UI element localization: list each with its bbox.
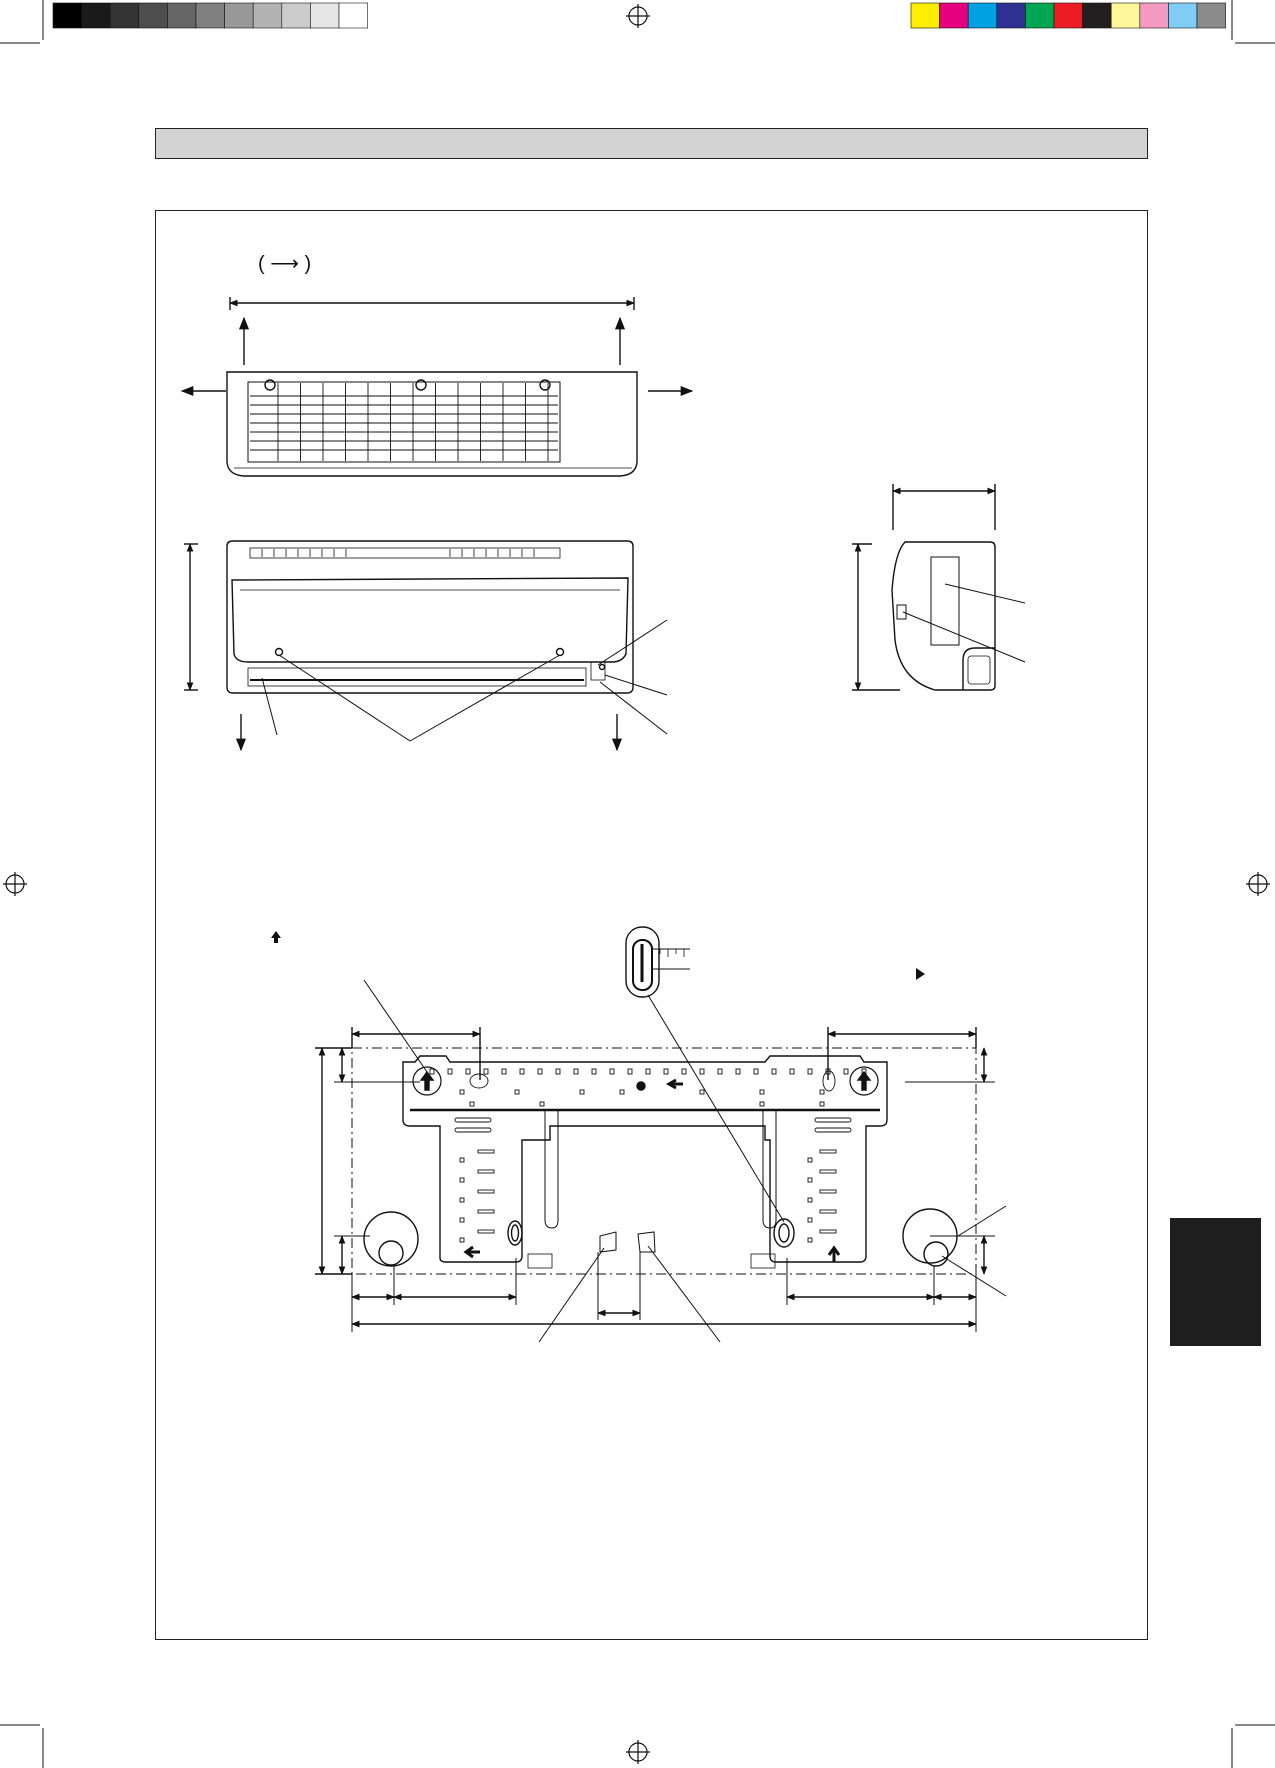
mounting-plate-diagram [315,980,1006,1342]
side-view-unit [852,484,1025,690]
play-triangle-icon [916,968,925,980]
top-view-unit [182,297,692,476]
airflow-legend: ( ⟶ ) [258,253,312,275]
magnifier-callout [626,927,690,997]
arrow-up-icon [271,931,281,943]
front-view-unit [184,541,667,750]
